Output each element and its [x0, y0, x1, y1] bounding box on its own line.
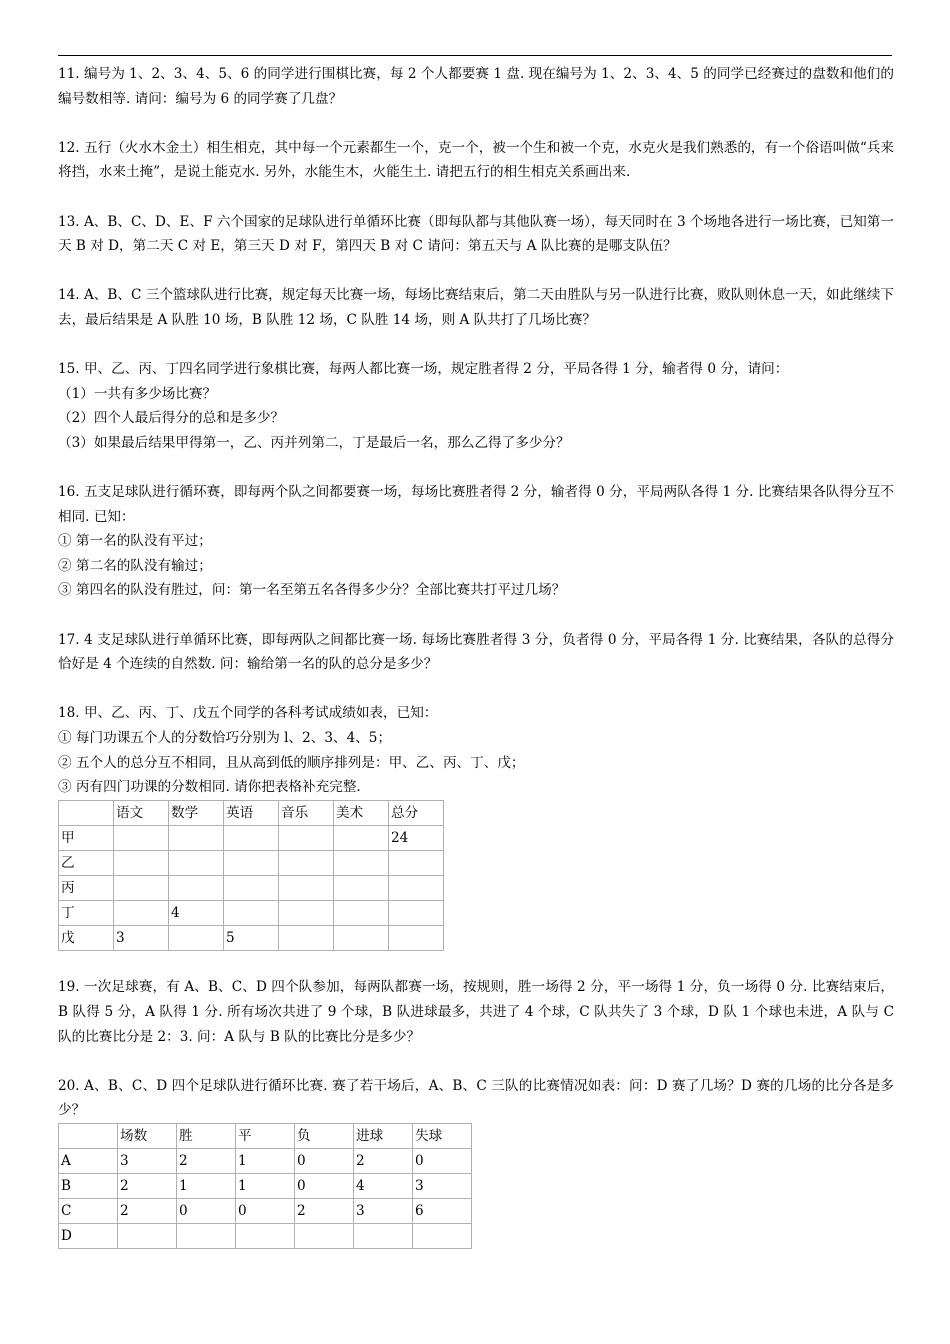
table-cell: 2: [354, 1148, 413, 1173]
table-cell: [389, 900, 444, 925]
table-cell: [114, 850, 169, 875]
table-cell: [334, 925, 389, 950]
table-cell: 1: [236, 1173, 295, 1198]
question-17: [58, 628, 894, 677]
table-cell: [279, 875, 334, 900]
table-row: [59, 1148, 472, 1173]
table-cell: [169, 825, 224, 850]
table-cell: [224, 850, 279, 875]
question-16: [58, 480, 894, 603]
score-table: [58, 800, 444, 951]
table-cell: B: [59, 1173, 118, 1198]
header-rule: [58, 55, 892, 56]
table-cell: A: [59, 1148, 118, 1173]
question-18: [58, 701, 894, 950]
table-header-cell: 总分: [389, 800, 444, 825]
table-header-cell: 数学: [169, 800, 224, 825]
table-header-cell: [59, 1123, 118, 1148]
question-condition-line: ① 第一名的队没有平过；: [58, 533, 212, 550]
table-row: [59, 900, 444, 925]
table-cell: [334, 900, 389, 925]
table-row: [59, 1173, 472, 1198]
table-cell: [224, 825, 279, 850]
table-cell: D: [59, 1223, 118, 1248]
table-header-row: [59, 1123, 472, 1148]
question-stem: 20. A、B、C、D 四个足球队进行循环比赛. 赛了若干场后，A、B、C 三队的比赛情况如表：问：D 赛了几场？D 赛的几场的比分各是多少？: [58, 1077, 894, 1119]
table-cell: [354, 1223, 413, 1248]
table-header-cell: 英语: [224, 800, 279, 825]
table-cell: 3: [114, 925, 169, 950]
question-19: [58, 975, 894, 1049]
score-table: [58, 1123, 472, 1249]
question-stem: 14. A、B、C 三个篮球队进行比赛，规定每天比赛一场，每场比赛结束后，第二天由胜队与另一队进行比赛，败队则休息一天，如此继续下去，最后结果是 A 队胜 10 场，B 队胜 12 场，C 队胜 14 场，则 A 队共打了几场比赛？: [58, 287, 894, 328]
table-header-row: [59, 800, 444, 825]
table-cell: [114, 825, 169, 850]
table-cell: [279, 825, 334, 850]
table-cell: 4: [169, 900, 224, 925]
table-cell: [224, 900, 279, 925]
table-cell: 0: [295, 1173, 354, 1198]
table-cell: 2: [177, 1148, 236, 1173]
question-12: [58, 136, 894, 185]
question-stem: 18. 甲、乙、丙、丁、戊五个同学的各科考试成绩如表，已知：: [58, 705, 438, 722]
table-cell: [389, 850, 444, 875]
table-header-cell: 失球: [413, 1123, 472, 1148]
table-cell: 6: [413, 1198, 472, 1223]
table-cell: 3: [118, 1148, 177, 1173]
table-cell: [279, 925, 334, 950]
table-header-cell: 语文: [114, 800, 169, 825]
question-stem: 16. 五支足球队进行循环赛，即每两个队之间都要赛一场，每场比赛胜者得 2 分，输者得 0 分，平局两队各得 1 分. 比赛结果各队得分互不相同. 已知：: [58, 484, 894, 525]
table-row: [59, 825, 444, 850]
question-stem: 19. 一次足球赛，有 A、B、C、D 四个队参加，每两队都赛一场，按规则，胜一场得 2 分，平一场得 1 分，负一场得 0 分. 比赛结束后，B 队得 5 分，A 队得 1 分. 所有场次共进了 9 个球，B 队进球最多，共进了 4 个球，C 队共失了 3 个球，D 队 1 个球也未进，A 队与 C 队的比赛比分是 2：3. 问：A 队与 B 队的比赛比分是多少？: [58, 979, 894, 1045]
question-condition-line: ③ 第四名的队没有胜过，问：第一名至第五名各得多少分？全部比赛共打平过几场？: [58, 582, 566, 599]
table-cell: 0: [295, 1148, 354, 1173]
table-row: [59, 925, 444, 950]
table-cell: C: [59, 1198, 118, 1223]
question-stem: 13. A、B、C、D、E、F 六个国家的足球队进行单循环比赛（即每队都与其他队赛一场），每天同时在 3 个场地各进行一场比赛，已知第一天 B 对 D，第二天 C 对 E，第三天 D 对 F，第四天 B 对 C 请问：第五天与 A 队比赛的是哪支队伍？: [58, 213, 894, 255]
table-cell: 2: [118, 1198, 177, 1223]
table-cell: 丙: [59, 875, 114, 900]
table-row: [59, 850, 444, 875]
table-cell: 0: [177, 1198, 236, 1223]
question-condition-line: （2）四个人最后得分的总和是多少？: [58, 410, 285, 427]
question-condition-line: ③ 丙有四门功课的分数相同. 请你把表格补充完整.: [58, 779, 361, 796]
table-cell: [118, 1223, 177, 1248]
table-row: [59, 1198, 472, 1223]
question-14: [58, 283, 894, 332]
table-cell: 3: [413, 1173, 472, 1198]
table-row: [59, 1223, 472, 1248]
question-11: [58, 62, 894, 111]
table-cell: [169, 875, 224, 900]
table-header-cell: 胜: [177, 1123, 236, 1148]
table-cell: [279, 850, 334, 875]
table-cell: [334, 875, 389, 900]
table-cell: 4: [354, 1173, 413, 1198]
table-header-cell: 进球: [354, 1123, 413, 1148]
table-cell: [169, 850, 224, 875]
table-cell: [236, 1223, 295, 1248]
table-header-cell: [59, 800, 114, 825]
table-cell: [224, 875, 279, 900]
table-header-cell: 平: [236, 1123, 295, 1148]
question-list: [58, 62, 894, 1274]
table-cell: 3: [354, 1198, 413, 1223]
table-cell: 2: [295, 1198, 354, 1223]
table-header-cell: 场数: [118, 1123, 177, 1148]
table-header-cell: 美术: [334, 800, 389, 825]
table-header-cell: 音乐: [279, 800, 334, 825]
question-condition-line: （3）如果最后结果甲得第一，乙、丙并列第二，丁是最后一名，那么乙得了多少分？: [58, 434, 570, 451]
question-stem: 15. 甲、乙、丙、丁四名同学进行象棋比赛，每两人都比赛一场，规定胜者得 2 分，平局各得 1 分，输者得 0 分，请问：: [58, 361, 789, 378]
table-cell: 乙: [59, 850, 114, 875]
table-row: [59, 875, 444, 900]
table-cell: [389, 875, 444, 900]
table-cell: 丁: [59, 900, 114, 925]
table-cell: 2: [118, 1173, 177, 1198]
question-13: [58, 210, 894, 259]
table-cell: [114, 875, 169, 900]
question-stem: 17. 4 支足球队进行单循环比赛，即每两队之间都比赛一场. 每场比赛胜者得 3 分，负者得 0 分，平局各得 1 分. 比赛结果，各队的总得分恰好是 4 个连续的自然数. 问：输给第一名的队的总分是多少？: [58, 631, 894, 673]
table-cell: [169, 925, 224, 950]
question-stem: 12. 五行（火水木金土）相生相克，其中每一个元素都生一个，克一个，被一个生和被一个克，水克火是我们熟悉的，有一个俗语叫做“兵来将挡，水来土掩”，是说土能克水. 另外，水能生木，火能生土. 请把五行的相生相克关系画出来.: [58, 139, 894, 181]
table-cell: 5: [224, 925, 279, 950]
question-condition-line: ② 五个人的总分互不相同，且从高到低的顺序排列是：甲、乙、丙、丁、戊；: [58, 754, 525, 771]
question-stem: 11. 编号为 1、2、3、4、5、6 的同学进行围棋比赛，每 2 个人都要赛 1 盘. 现在编号为 1、2、3、4、5 的同学已经赛过的盘数和他们的编号数相等. 请问：编号为 6 的同学赛了几盘？: [58, 66, 894, 107]
question-condition-line: （1）一共有多少场比赛？: [58, 385, 217, 402]
table-cell: [334, 850, 389, 875]
table-header-cell: 负: [295, 1123, 354, 1148]
table-cell: [295, 1223, 354, 1248]
question-20: [58, 1074, 894, 1249]
table-cell: 0: [236, 1198, 295, 1223]
table-cell: [413, 1223, 472, 1248]
table-cell: [389, 925, 444, 950]
table-cell: 24: [389, 825, 444, 850]
table-cell: [177, 1223, 236, 1248]
table-cell: [114, 900, 169, 925]
table-cell: 1: [236, 1148, 295, 1173]
table-cell: [279, 900, 334, 925]
question-condition-line: ① 每门功课五个人的分数恰巧分别为 l、2、3、4、5；: [58, 730, 392, 747]
table-cell: 甲: [59, 825, 114, 850]
table-cell: 戊: [59, 925, 114, 950]
table-cell: [334, 825, 389, 850]
question-15: [58, 357, 894, 455]
table-cell: 0: [413, 1148, 472, 1173]
question-condition-line: ② 第二名的队没有输过；: [58, 557, 212, 574]
table-cell: 1: [177, 1173, 236, 1198]
